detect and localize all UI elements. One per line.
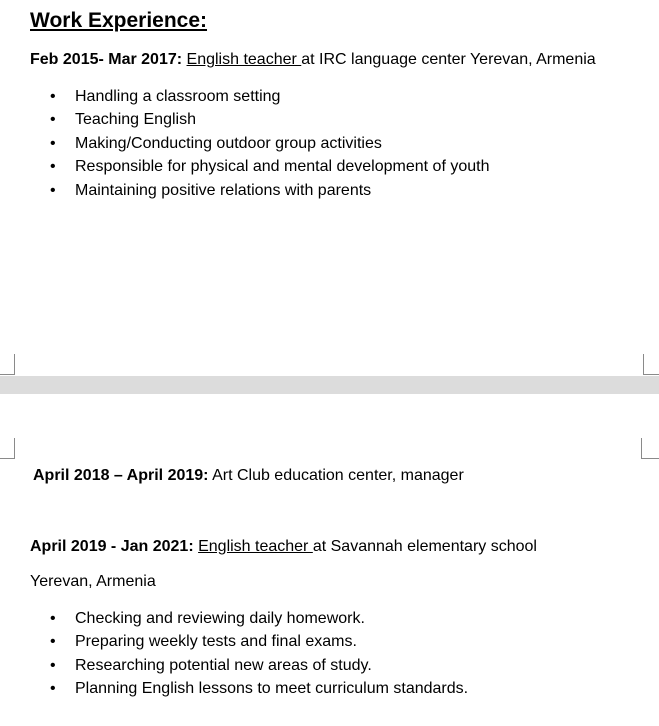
list-item: • Maintaining positive relations with parents [0, 181, 489, 204]
page-break-gap [0, 376, 659, 394]
job-3-location: Yerevan, Armenia [30, 573, 156, 590]
job-1-role: English teacher [186, 51, 302, 68]
job-1-employer: at IRC language center Yerevan, Armenia [301, 51, 596, 68]
list-item: • Making/Conducting outdoor group activities [0, 134, 489, 157]
job-3-dates: April 2019 - Jan 2021: [30, 538, 194, 555]
job-3-role: English teacher [198, 538, 313, 555]
list-item: • Checking and reviewing daily homework. [0, 609, 468, 632]
page-margin-corner-bottom-left [0, 354, 15, 375]
list-item: • Preparing weekly tests and final exams. [0, 632, 468, 655]
job-1-bullet-list [0, 87, 489, 204]
job-2-employer: Art Club education center, manager [208, 467, 464, 484]
page-margin-corner-top-right [641, 438, 659, 459]
job-3-title-line [30, 538, 537, 556]
list-item: • Teaching English [0, 110, 489, 133]
page-margin-corner-top-left [0, 438, 15, 459]
section-heading: Work Experience: [30, 9, 208, 32]
job-1-title-line [30, 51, 596, 69]
job-2-dates: April 2018 – April 2019: [33, 467, 209, 484]
job-2-title-line [33, 467, 464, 485]
job-3-bullet-list [0, 609, 468, 703]
job-3-employer: at Savannah elementary school [312, 538, 537, 555]
list-item: • Researching potential new areas of study. [0, 656, 468, 679]
list-item: • Planning English lessons to meet curriculum standards. [0, 679, 468, 702]
list-item: • Handling a classroom setting [0, 87, 489, 110]
page-margin-corner-bottom-right [643, 354, 659, 375]
job-1-dates: Feb 2015- Mar 2017: [30, 51, 183, 68]
list-item: • Responsible for physical and mental development of youth [0, 157, 489, 180]
